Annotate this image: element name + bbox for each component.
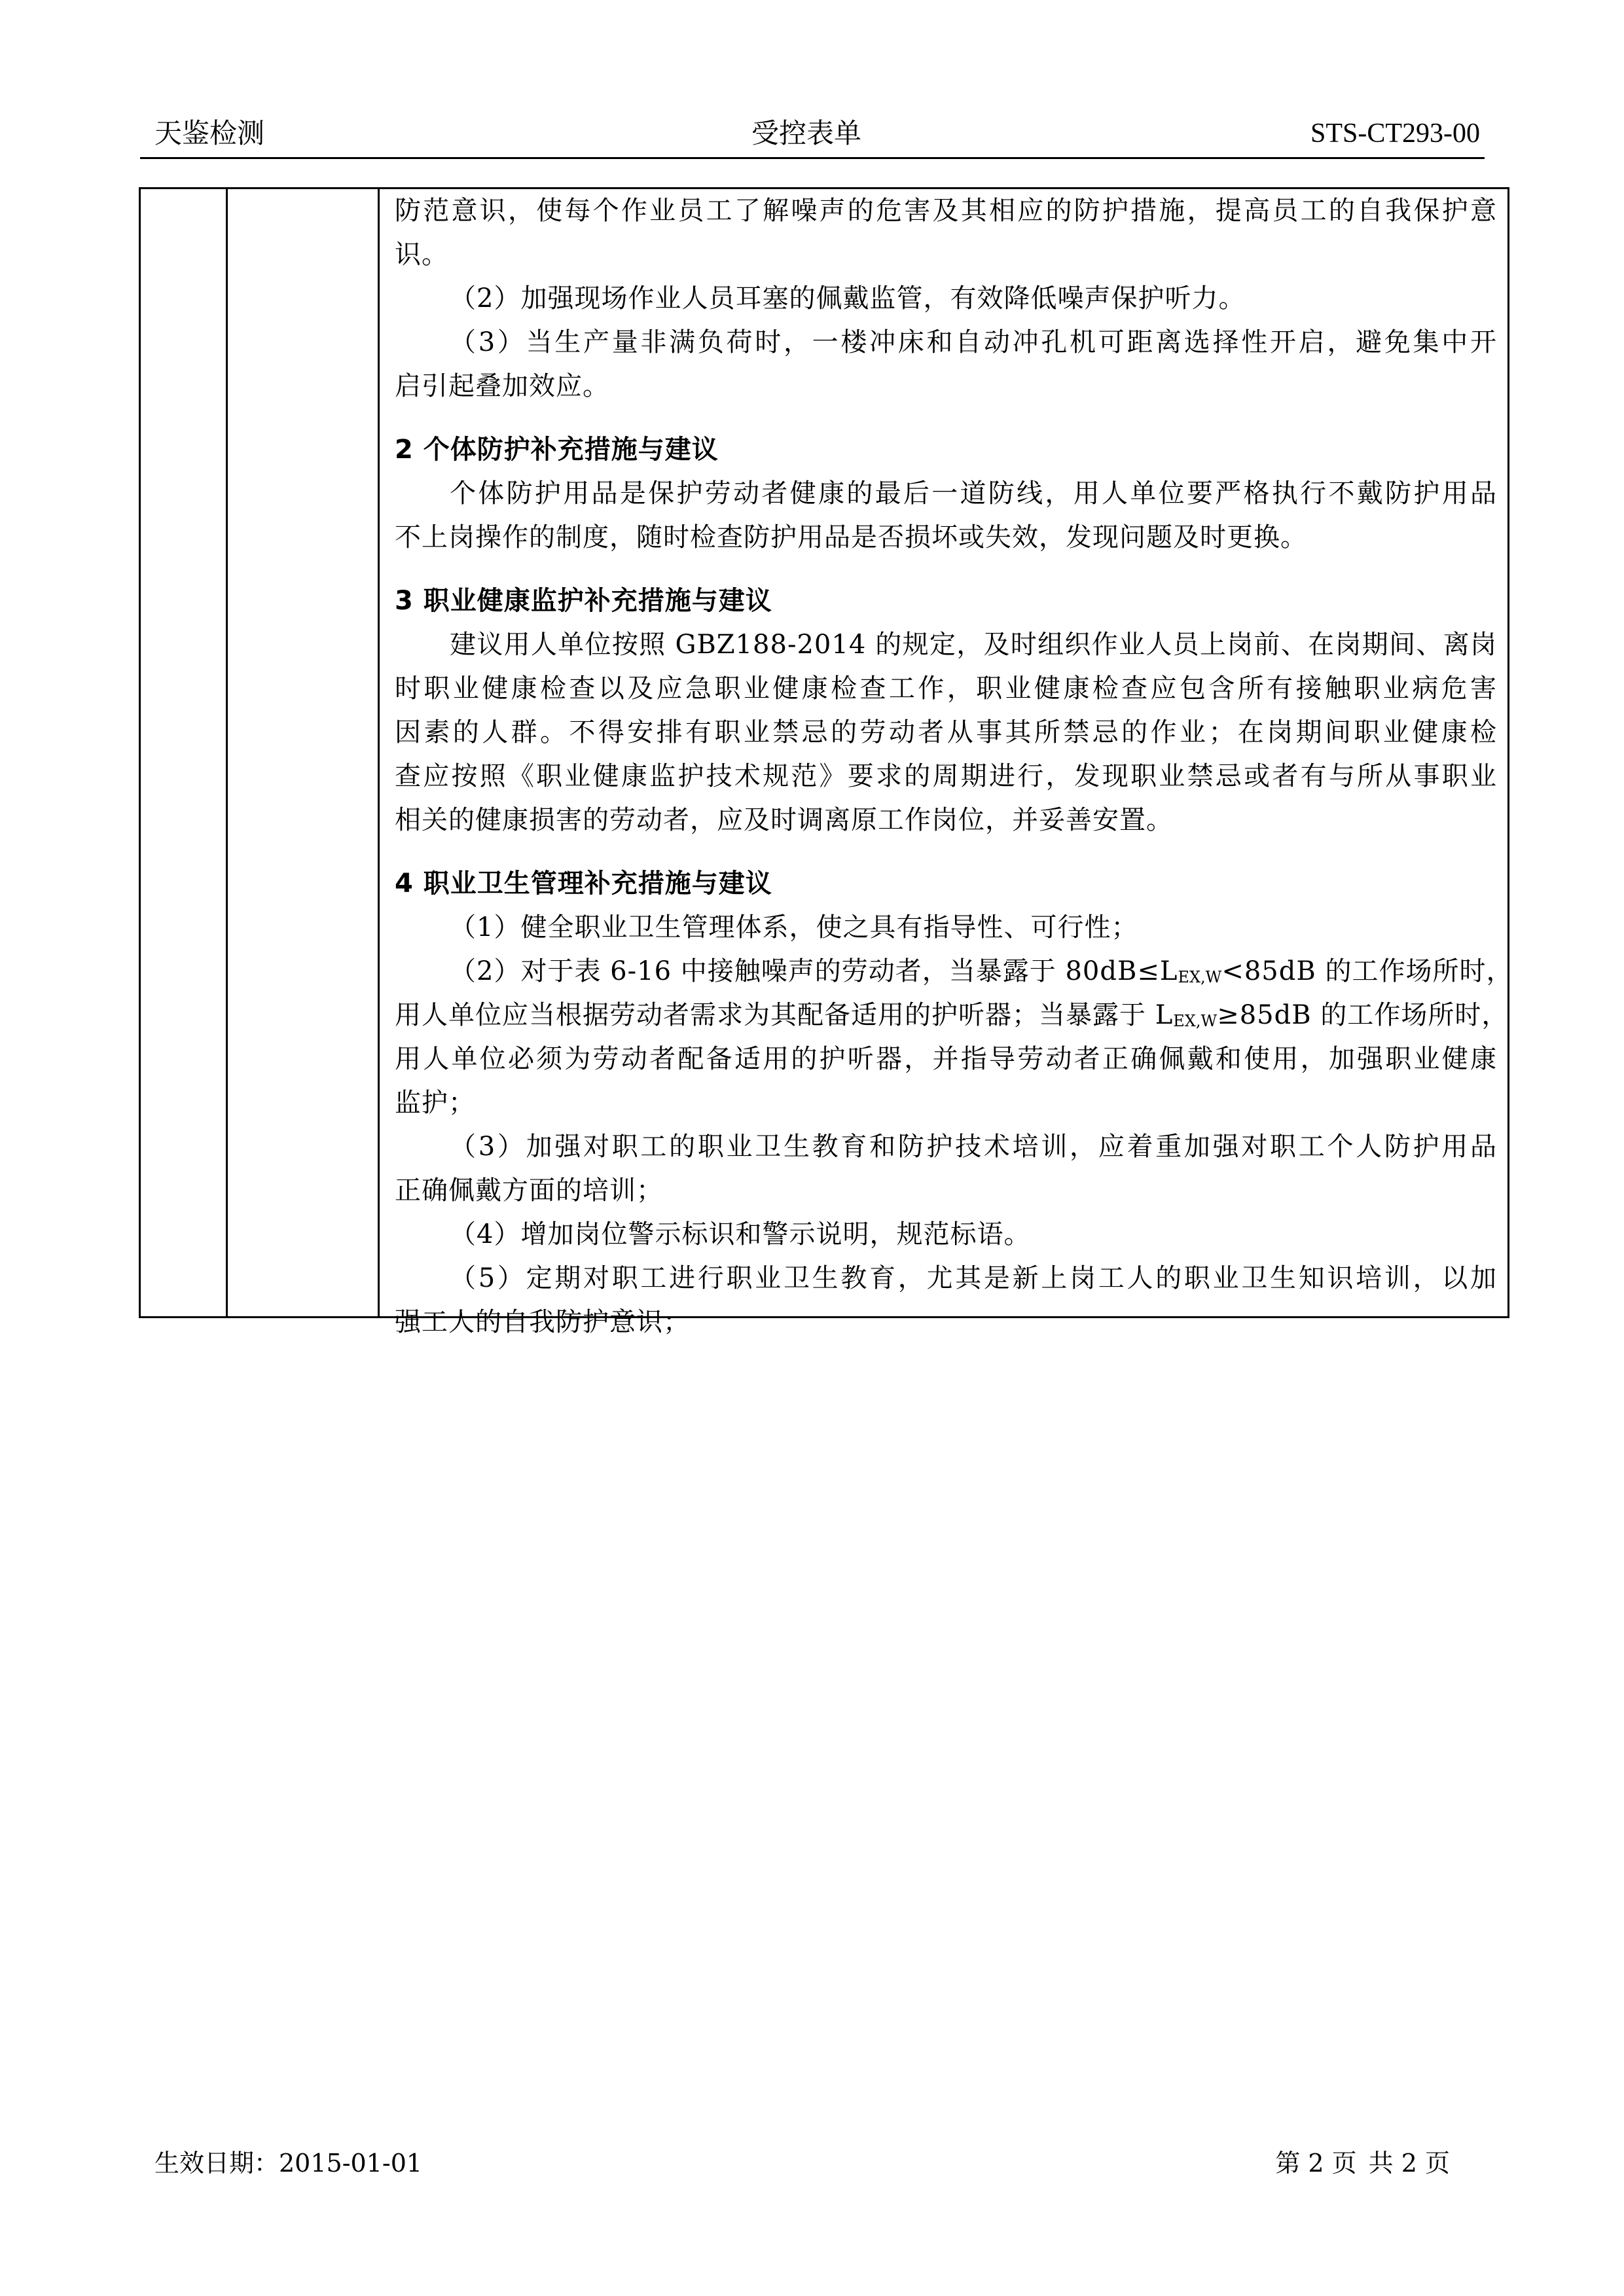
section-heading: 2 个体防护补充措施与建议 <box>395 435 719 465</box>
table-content-cell <box>395 189 1513 1344</box>
page-number <box>1263 2147 1450 2179</box>
paragraph-line: 建议用人单位按照 GBZ188-2014 的规定，及时组织作业人员上岗前、在岗期间、离岗 <box>450 630 1497 660</box>
page-current: 第 2 页 <box>1275 2149 1357 2178</box>
paragraph-line: 时职业健康检查以及应急职业健康检查工作，职业健康检查应包含所有接触职业病危害 <box>395 673 1497 704</box>
paragraph-line: 防范意识，使每个作业员工了解噪声的危害及其相应的防护措施，提高员工的自我保护意 <box>395 196 1497 226</box>
list-item: （3）加强对职工的职业卫生教育和防护技术培训，应着重加强对职工个人防护用品 <box>450 1132 1497 1162</box>
paragraph-line: 启引起叠加效应。 <box>395 371 609 401</box>
page-total: 共 2 页 <box>1368 2149 1450 2178</box>
header-doc-code: STS-CT293-00 <box>1310 118 1480 149</box>
effective-date: 生效日期：2015-01-01 <box>154 2149 423 2178</box>
paragraph-line: 正确佩戴方面的培训； <box>395 1175 663 1206</box>
list-item: （5）定期对职工进行职业卫生教育，尤其是新上岗工人的职业卫生知识培训，以加 <box>450 1263 1497 1293</box>
paragraph-line: 识。 <box>395 240 448 270</box>
table-column-divider <box>378 189 380 1316</box>
paragraph-line: 不上岗操作的制度，随时检查防护用品是否损坏或失效，发现问题及时更换。 <box>395 522 1307 552</box>
section-heading: 3 职业健康监护补充措施与建议 <box>395 586 772 616</box>
list-item: （2）对于表 6-16 中接触噪声的劳动者，当暴露于 $80dB\le L_{EX,W}<85dB$ 的工作场所时， <box>450 956 1513 986</box>
header-company: 天鉴检测 <box>154 117 265 149</box>
paragraph-line: 强工人的自我防护意识； <box>395 1307 690 1337</box>
list-item: （1）健全职业卫生管理体系，使之具有指导性、可行性； <box>450 912 1138 942</box>
header-form-type: 受控表单 <box>751 117 862 149</box>
paragraph-line: （2）加强现场作业人员耳塞的佩戴监管，有效降低噪声保护听力。 <box>450 283 1246 314</box>
section-heading: 4 职业卫生管理补充措施与建议 <box>395 869 772 899</box>
paragraph-line: 监护； <box>395 1088 475 1118</box>
content-table <box>139 187 1513 1337</box>
paragraph-line: 因素的人群。不得安排有职业禁忌的劳动者从事其所禁忌的作业；在岗期间职业健康检 <box>395 717 1497 747</box>
paragraph-line: 用人单位必须为劳动者配备适用的护听器，并指导劳动者正确佩戴和使用，加强职业健康 <box>395 1044 1497 1074</box>
paragraph-line: （3）当生产量非满负荷时，一楼冲床和自动冲孔机可距离选择性开启，避免集中开 <box>450 327 1497 357</box>
list-item: （4）增加岗位警示标识和警示说明，规范标语。 <box>450 1219 1031 1249</box>
paragraph-line: 相关的健康损害的劳动者，应及时调离原工作岗位，并妥善安置。 <box>395 805 1173 835</box>
header-divider <box>140 157 1485 159</box>
paragraph-line: 个体防护用品是保护劳动者健康的最后一道防线，用人单位要严格执行不戴防护用品 <box>450 478 1497 509</box>
table-column-divider <box>226 189 228 1316</box>
paragraph-line: 查应按照《职业健康监护技术规范》要求的周期进行，发现职业禁忌或者有与所从事职业 <box>395 761 1497 791</box>
paragraph-line: 用人单位应当根据劳动者需求为其配备适用的护听器；当暴露于 $L_{EX,W}\ge 85dB$ 的工作场所时， <box>395 1000 1509 1030</box>
